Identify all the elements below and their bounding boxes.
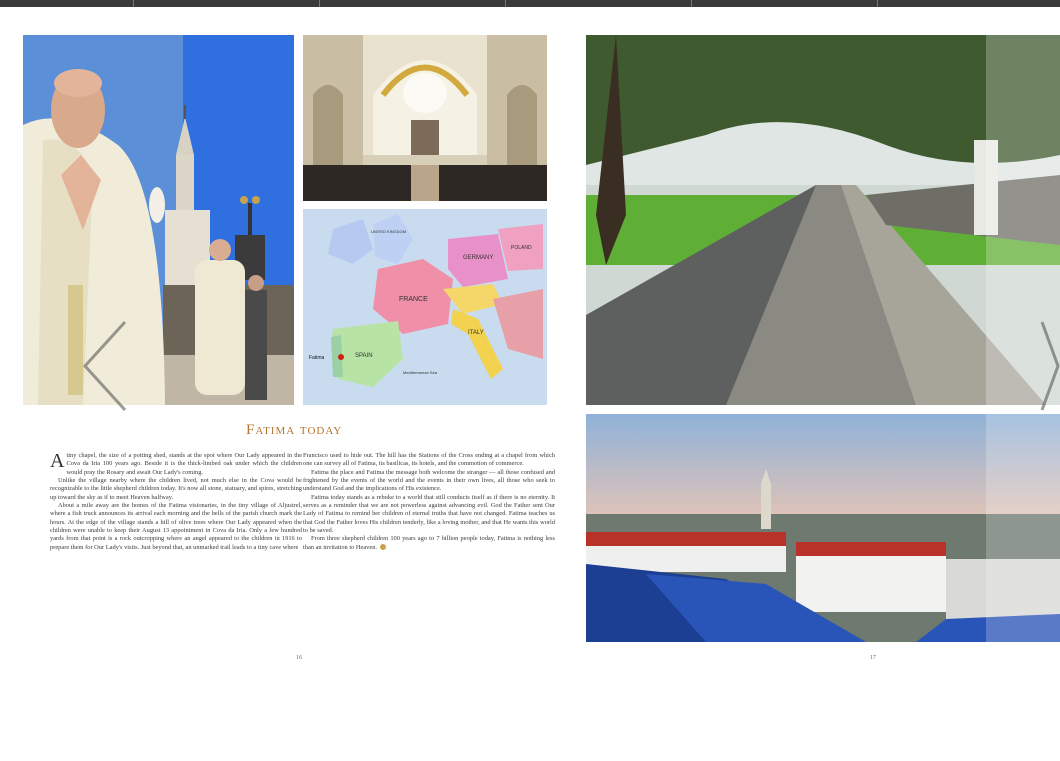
page-number-right: 17	[870, 655, 876, 661]
end-mark-icon	[380, 544, 386, 550]
map-label-uk: UNITED KINGDOM	[371, 229, 407, 234]
map-label-sea: Mediterranean Sea	[403, 370, 438, 375]
paragraph: From three shepherd children 100 years ago to 7 billion people today, Fatima is nothing less than an invitation to Heaven.	[303, 535, 555, 551]
paragraph: Fatima the place and Fatima the message both welcome the stranger — all those confused and frightened by the events of the world and the events in their own lives, all those who seek to understand God and the implications of His existence.	[303, 468, 555, 493]
map-label-spain: SPAIN	[355, 353, 373, 359]
town-sunset-photo	[586, 414, 1060, 642]
cobblestone-path-photo	[586, 35, 1060, 405]
map-label-fatima: Fatima	[309, 355, 325, 361]
europe-map	[303, 209, 547, 405]
priest-photo	[23, 35, 294, 405]
paragraph: About a mile away are the homes of the Fatima visionaries, in the tiny village of Aljustrel, where a fish truck announces its arrival each morning and the bells of the parish church mark the hours. At the edge of the village stands a hill of olive trees where Our Lady appeared when the children were unable to keep their August 13 appointment in Cova da Iria. Only a few hundred yards from that point is a rock outcropping where an angel appeared to the children in 1916 to prepare them for Our Lady's visits. Just beyond that, an unmarked trail leads to a tiny cave where	[50, 502, 302, 551]
left-text-column	[50, 452, 302, 552]
paragraph: Francisco used to hide out. The hill has the Stations of the Cross ending at a chapel from which one can survey all of Fatima, its basilicas, its hotels, and the commotion of commerce.	[303, 452, 555, 468]
map-label-france: FRANCE	[399, 296, 428, 303]
toolbar-divider	[133, 0, 134, 7]
toolbar-divider	[505, 0, 506, 7]
basilica-interior-photo	[303, 35, 547, 201]
toolbar-divider	[319, 0, 320, 7]
paragraph: Fatima today stands as a rebuke to a world that still conducts itself as if there is no eternity. It serves as a reminder that we are not powerless against advancing evil. God the Father sent Our Lady of Fatima to remind her children of eternal truths that have not changed. Fatima teaches us that God the Father loves His children tenderly, like a loving mother, and that He wants this world to be saved.	[303, 493, 555, 535]
right-text-column	[303, 452, 555, 552]
viewer-toolbar	[0, 0, 1060, 7]
paragraph: Atiny chapel, the size of a potting shed, stands at the spot where Our Lady appeared in the Cova da Iria 100 years ago. Beside it is the thick-limbed oak under which the children would pray the Rosary and await Our Lady's coming.	[50, 450, 302, 476]
page-number-left: 16	[296, 655, 302, 661]
article-title: Fatima today	[246, 422, 343, 438]
paragraph: Unlike the village nearby where the children lived, not much else in the Cova would be recognizable to the little shepherd children today. It's now all stone, statuary, and spires, stretching up toward the sky as if to meet Heaven halfway.	[50, 477, 302, 501]
toolbar-divider	[877, 0, 878, 7]
previous-page-arrow-icon[interactable]	[80, 320, 130, 412]
map-label-italy: ITALY	[468, 330, 484, 336]
next-page-arrow-icon[interactable]	[1040, 320, 1060, 412]
toolbar-divider	[691, 0, 692, 7]
drop-cap: A	[50, 450, 65, 472]
map-label-germany: GERMANY	[463, 255, 494, 261]
map-label-poland: POLAND	[511, 245, 532, 251]
